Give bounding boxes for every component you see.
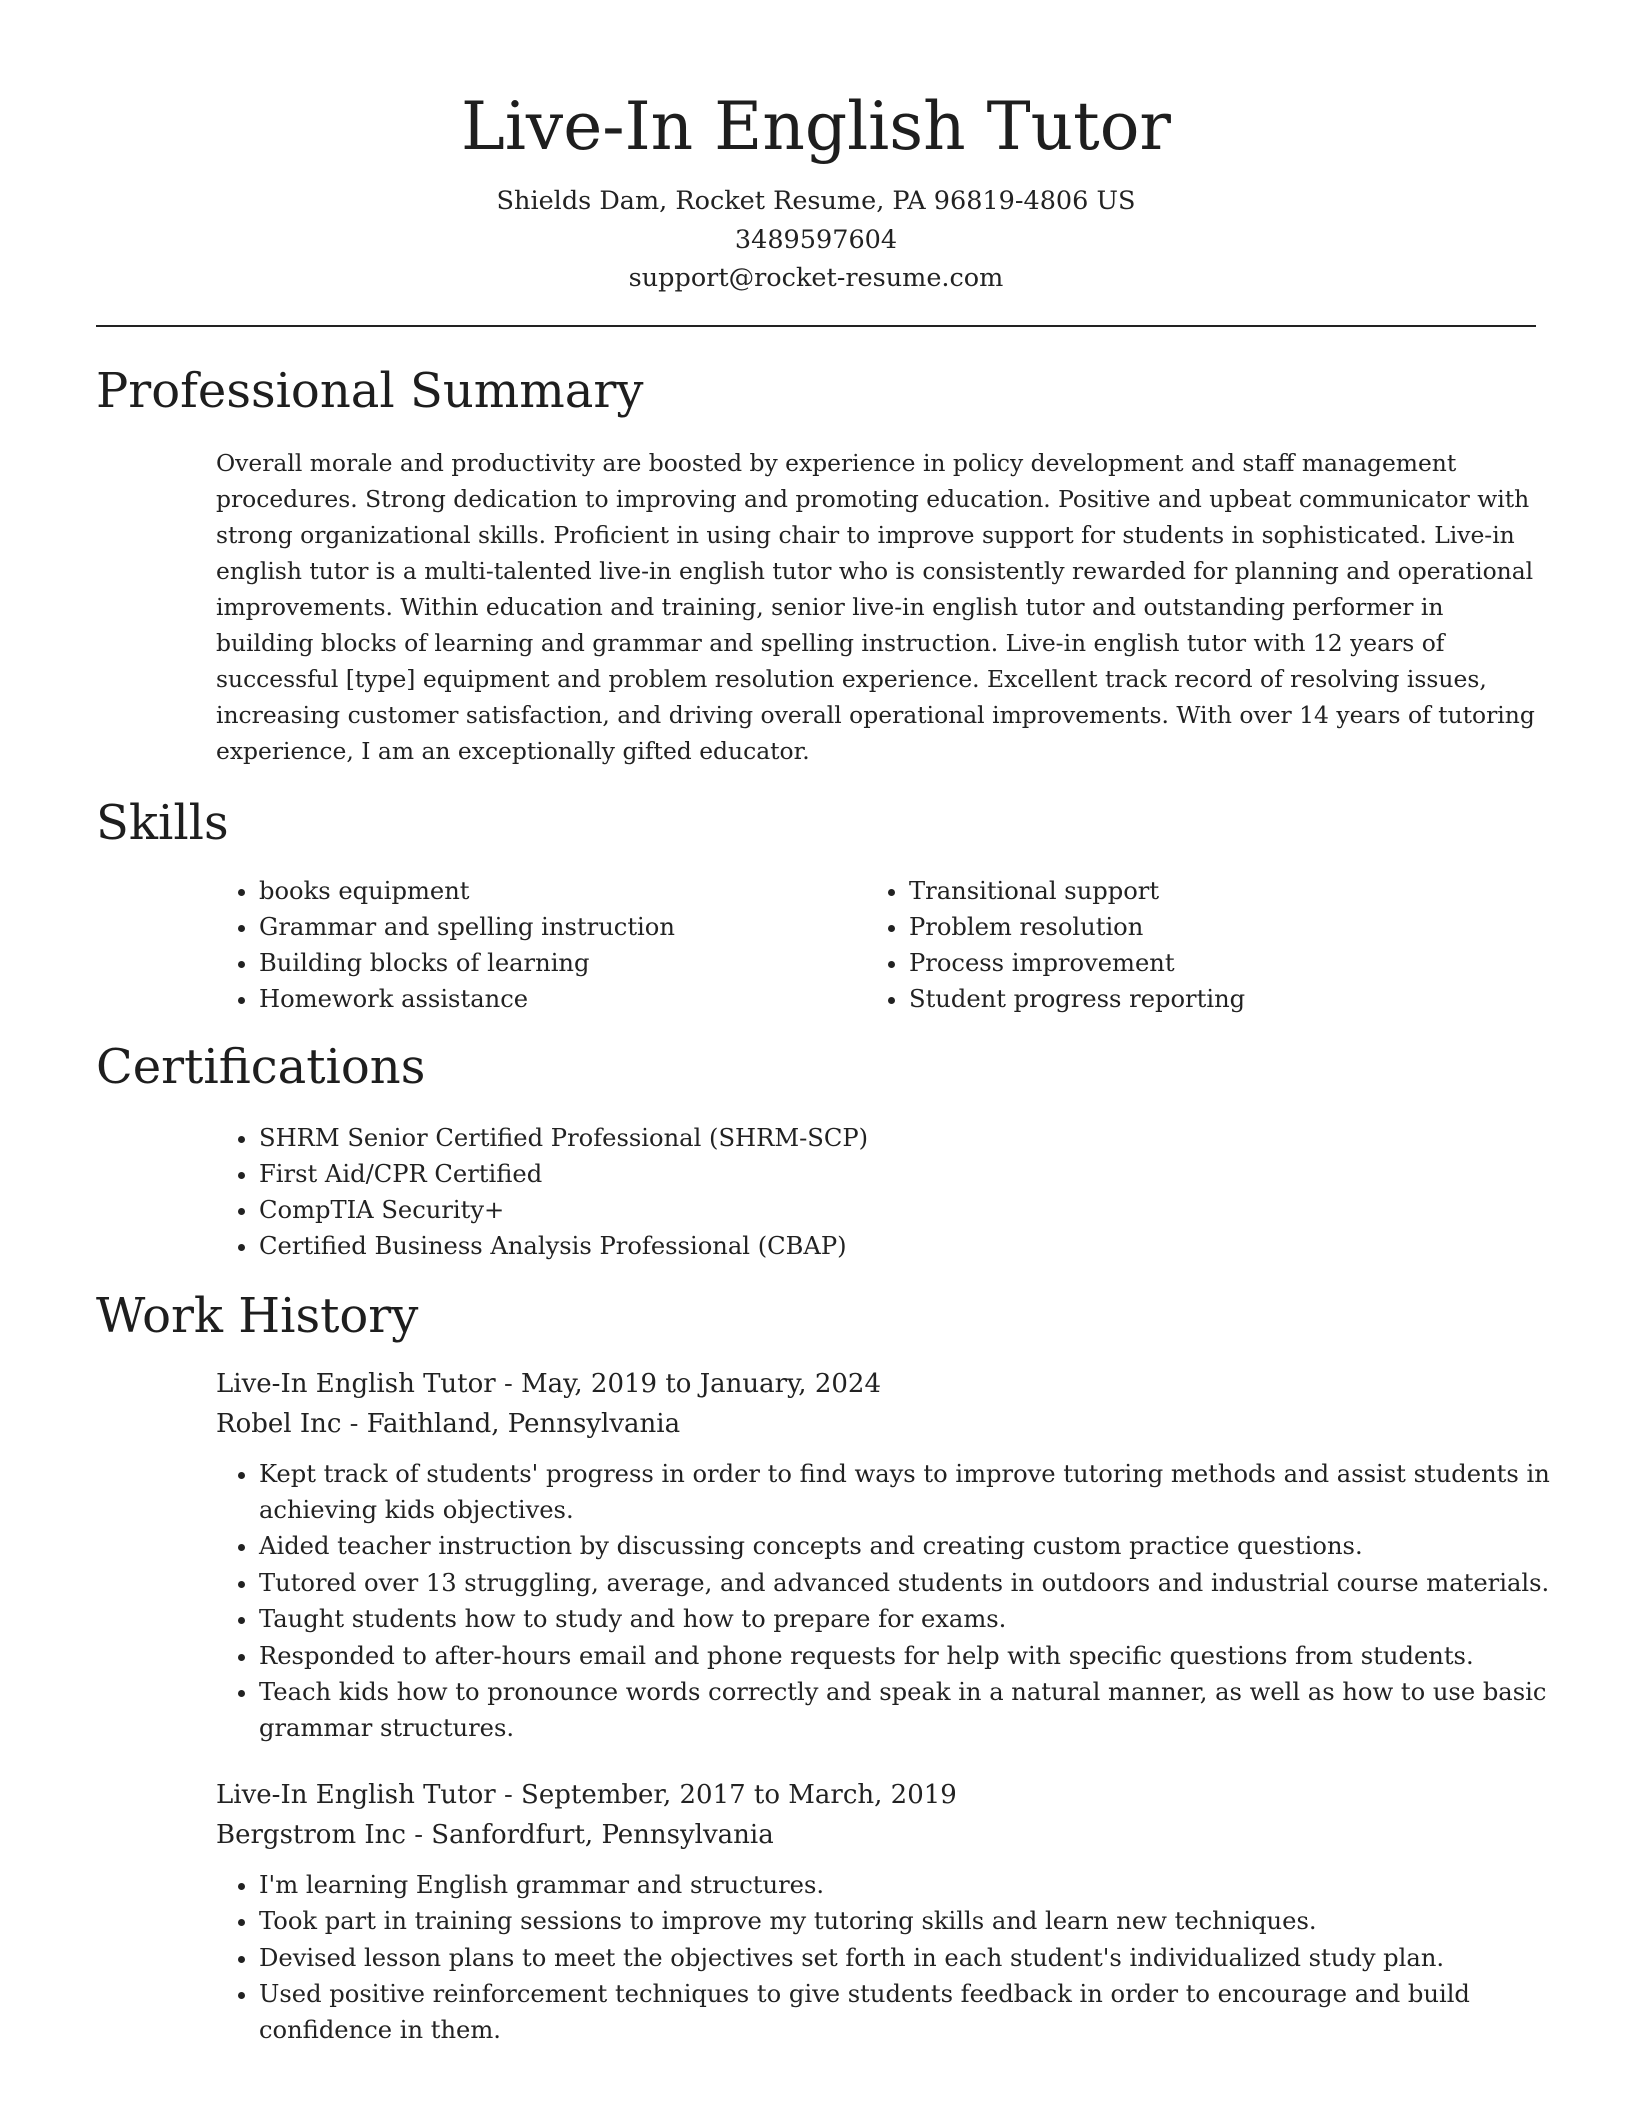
section-title-summary: Professional Summary xyxy=(96,362,644,419)
job-location: Sanfordfurt, Pennsylvania xyxy=(431,1819,774,1850)
skills-column-left xyxy=(216,873,866,1017)
header-divider xyxy=(96,325,1536,327)
skill-item: • Process improvement xyxy=(909,945,1516,981)
job-bullet: • Aided teacher instruction by discussing concepts and creating custom practice questions. xyxy=(259,1528,1589,1564)
job-title: Live-In English Tutor xyxy=(216,1368,496,1399)
job-dates: May, 2019 to January, 2024 xyxy=(521,1368,881,1399)
resume-page xyxy=(96,0,1550,2049)
company-name: Bergstrom Inc xyxy=(216,1819,406,1850)
job-dates: September, 2017 to March, 2019 xyxy=(521,1779,957,1810)
job-title-line xyxy=(216,1364,1536,1404)
candidate-name: Live-In English Tutor xyxy=(461,88,1171,165)
section-title-certifications: Certifications xyxy=(96,1038,426,1095)
certifications-section xyxy=(96,1037,1536,1264)
skill-item: • Homework assistance xyxy=(259,981,866,1017)
summary-paragraph: Overall morale and productivity are boosted by experience in policy development and staff management procedures. Strong dedication to improving and promoting education. Positive and upbeat communicator with strong organizational skills. Proficient in using chair to improve support for students in sophisticated. Live-in english tutor is a multi-talented live-in english tutor who is consistently rewarded for planning and operational improvements. Within education and training, senior live-in english tutor and outstanding performer in building blocks of learning and grammar and spelling instruction. Live-in english tutor with 12 years of successful [type] equipment and problem resolution experience. Excellent track record of resolving issues, increasing customer satisfaction, and driving overall operational improvements. With over 14 years of tutoring experience, I am an exceptionally gifted educator. xyxy=(216,448,1535,765)
section-title-work-history: Work History xyxy=(96,1287,419,1344)
certification-item: • SHRM Senior Certified Professional (SHRM-SCP) xyxy=(259,1120,1536,1156)
job-bullets xyxy=(216,1867,1589,2049)
work-history-section xyxy=(96,1286,1550,2049)
separator: - xyxy=(405,1819,432,1850)
address: Shields Dam, Rocket Resume, PA 96819-4806 US xyxy=(496,186,1136,216)
company-name: Robel Inc xyxy=(216,1408,342,1439)
separator: - xyxy=(495,1779,522,1810)
job-title: Live-In English Tutor xyxy=(216,1779,496,1810)
job-bullet: • Kept track of students' progress in order to find ways to improve tutoring methods and assist students in achieving kids objectives. xyxy=(259,1456,1589,1529)
skill-item: • Building blocks of learning xyxy=(259,945,866,981)
skill-item: • Problem resolution xyxy=(909,909,1516,945)
skills-list-left xyxy=(216,873,866,1017)
job-bullet: • Teach kids how to pronounce words correctly and speak in a natural manner, as well as how to use basic grammar structures. xyxy=(259,1674,1589,1747)
job-entry xyxy=(216,1364,1550,1747)
job-company-line xyxy=(216,1404,1536,1444)
email-address: support@rocket-resume.com xyxy=(628,263,1004,293)
job-bullet: • Taught students how to study and how to prepare for exams. xyxy=(259,1601,1589,1637)
certification-item: • First Aid/CPR Certified xyxy=(259,1156,1536,1192)
skills-column-right xyxy=(866,873,1516,1017)
job-bullet: • Responded to after-hours email and phone requests for help with specific questions from students. xyxy=(259,1638,1589,1674)
resume-header xyxy=(96,0,1536,298)
job-company-line xyxy=(216,1815,1536,1855)
skill-item: • Grammar and spelling instruction xyxy=(259,909,866,945)
certification-item: • CompTIA Security+ xyxy=(259,1192,1536,1228)
certifications-list-wrap xyxy=(216,1120,1536,1264)
job-bullet: • Tutored over 13 struggling, average, and advanced students in outdoors and industrial course materials. xyxy=(259,1565,1589,1601)
phone-number: 3489597604 xyxy=(734,224,898,255)
skills-section xyxy=(96,793,1536,1017)
separator: - xyxy=(495,1368,522,1399)
job-bullet: • Devised lesson plans to meet the objectives set forth in each student's individualized study plan. xyxy=(259,1940,1589,1976)
section-title-skills: Skills xyxy=(96,794,229,851)
skills-grid xyxy=(216,873,1536,1017)
certification-item: • Certified Business Analysis Professional (CBAP) xyxy=(259,1228,1536,1264)
job-location: Faithland, Pennsylvania xyxy=(366,1408,681,1439)
job-bullet: • Took part in training sessions to improve my tutoring skills and learn new techniques. xyxy=(259,1903,1589,1939)
summary-section xyxy=(96,361,1536,769)
job-bullets xyxy=(216,1456,1589,1747)
separator: - xyxy=(341,1408,367,1439)
job-title-line xyxy=(216,1775,1536,1815)
contact-info xyxy=(96,182,1536,298)
skill-item: • Transitional support xyxy=(909,873,1516,909)
job-bullet: • I'm learning English grammar and structures. xyxy=(259,1867,1589,1903)
job-entry xyxy=(216,1775,1536,2049)
certifications-list xyxy=(216,1120,1536,1264)
skill-item: • Student progress reporting xyxy=(909,981,1516,1017)
skills-list-right xyxy=(866,873,1516,1017)
job-bullet: • Used positive reinforcement techniques to give students feedback in order to encourage and build confidence in them. xyxy=(259,1976,1589,2049)
skill-item: • books equipment xyxy=(259,873,866,909)
